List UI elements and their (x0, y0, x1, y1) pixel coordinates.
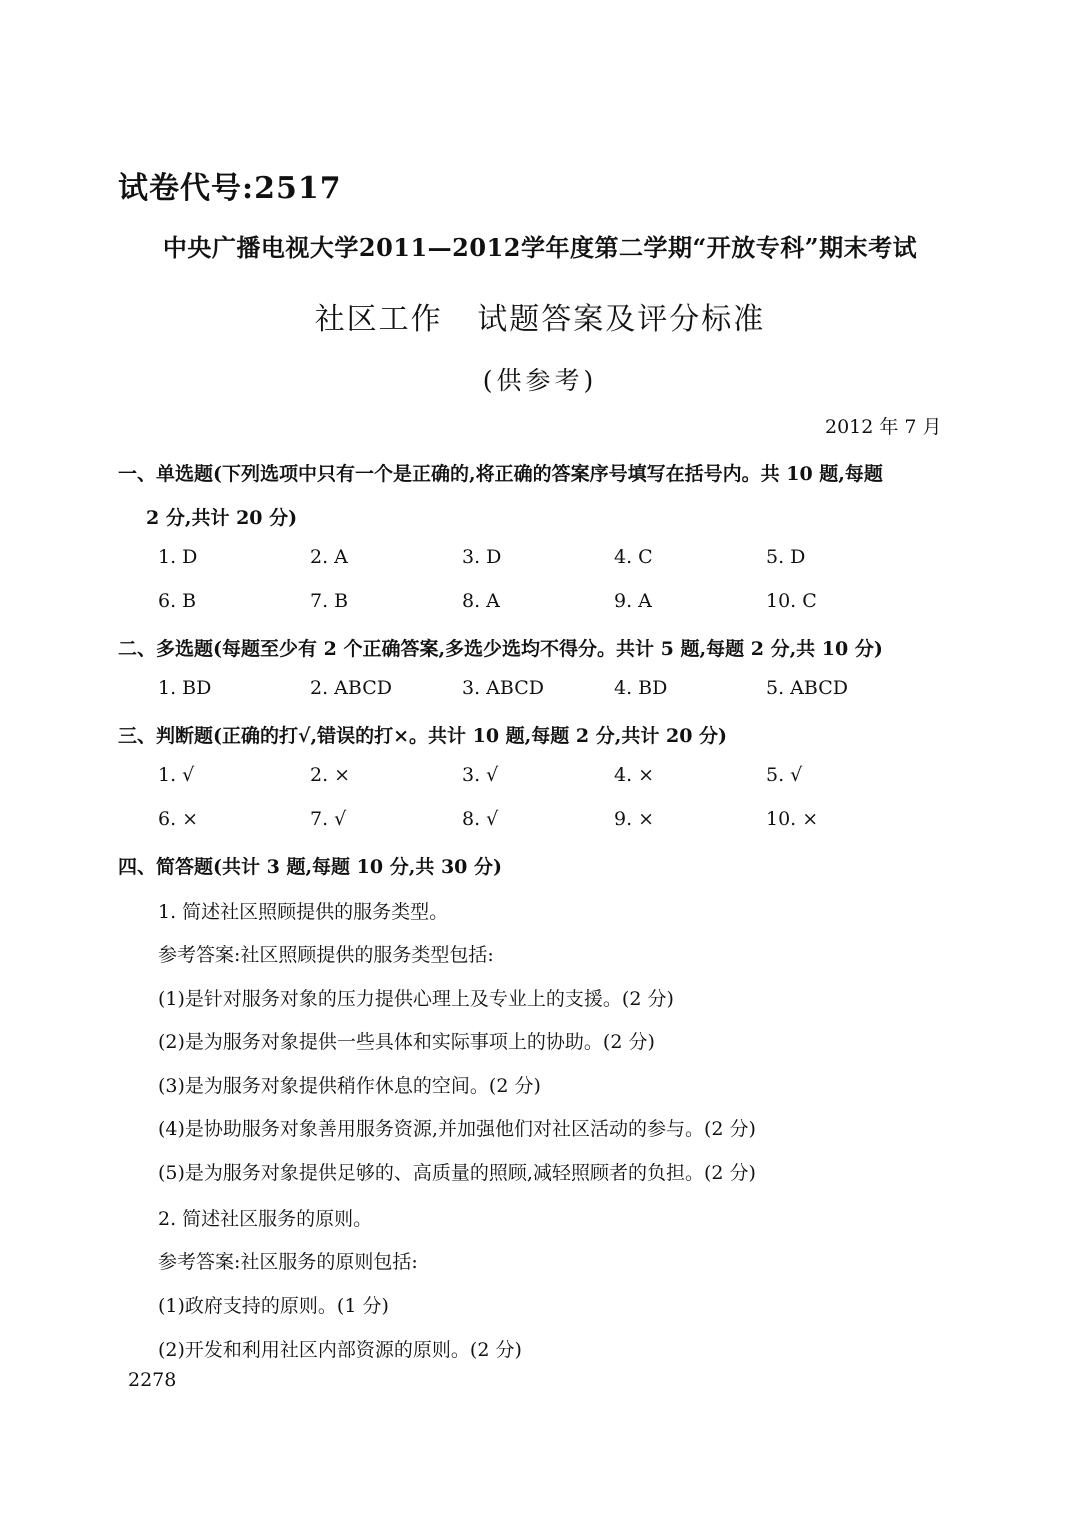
answer-row (158, 764, 918, 786)
answer-point: (1)是针对服务对象的压力提供心理上及专业上的支援。(2 分) (158, 988, 674, 1010)
question-text: 1. 简述社区照顾提供的服务类型。 (158, 901, 449, 923)
answer-item: 2. ABCD (310, 677, 392, 699)
answer-item: 4. BD (614, 677, 668, 699)
answer-item: 3. ABCD (462, 677, 544, 699)
section-heading-short-answer: 四、简答题(共计 3 题,每题 10 分,共 30 分) (118, 856, 502, 878)
answer-point: (2)是为服务对象提供一些具体和实际事项上的协助。(2 分) (158, 1031, 655, 1053)
answer-item: 9. × (614, 808, 655, 830)
answer-point: (1)政府支持的原则。(1 分) (158, 1295, 389, 1317)
section-heading-single-choice: 一、单选题(下列选项中只有一个是正确的,将正确的答案序号填写在括号内。共 10 题,每题 (118, 463, 883, 485)
answer-intro: 参考答案:社区服务的原则包括: (158, 1251, 418, 1273)
section-heading-multiple-choice: 二、多选题(每题至少有 2 个正确答案,多选少选均不得分。共计 5 题,每题 2 分,共 10 分) (118, 638, 883, 660)
answer-point: (5)是为服务对象提供足够的、高质量的照顾,减轻照顾者的负担。(2 分) (158, 1162, 756, 1184)
answer-item: 2. × (310, 764, 351, 786)
exam-title: 中央广播电视大学2011—2012学年度第二学期“开放专科”期末考试 (162, 233, 918, 262)
answer-item: 3. D (462, 546, 502, 568)
reference-note: (供参考) (482, 366, 598, 395)
answer-item: 1. √ (158, 764, 195, 786)
answer-row (158, 546, 918, 568)
exam-date: 2012 年 7 月 (825, 416, 942, 438)
answer-row (158, 590, 918, 612)
answer-item: 6. B (158, 590, 197, 612)
answer-point: (2)开发和利用社区内部资源的原则。(2 分) (158, 1339, 522, 1361)
answer-item: 6. × (158, 808, 199, 830)
page-number: 2278 (128, 1369, 177, 1391)
answer-item: 9. A (614, 590, 652, 612)
answer-item: 3. √ (462, 764, 499, 786)
paper-code: 试卷代号:2517 (118, 171, 342, 206)
answer-item: 7. B (310, 590, 349, 612)
answer-intro: 参考答案:社区照顾提供的服务类型包括: (158, 944, 494, 966)
answer-item: 8. A (462, 590, 500, 612)
answer-item: 5. D (766, 546, 806, 568)
answer-item: 2. A (310, 546, 348, 568)
answer-item: 4. × (614, 764, 655, 786)
answer-item: 4. C (614, 546, 653, 568)
answer-point: (3)是为服务对象提供稍作休息的空间。(2 分) (158, 1075, 541, 1097)
answer-item: 10. C (766, 590, 817, 612)
section-heading-true-false: 三、判断题(正确的打√,错误的打×。共计 10 题,每题 2 分,共计 20 分) (118, 725, 728, 747)
subject-title: 社区工作 试题答案及评分标准 (314, 302, 766, 337)
answer-item: 8. √ (462, 808, 499, 830)
answer-item: 5. ABCD (766, 677, 848, 699)
answer-item: 5. √ (766, 764, 803, 786)
answer-item: 7. √ (310, 808, 347, 830)
answer-point: (4)是协助服务对象善用服务资源,并加强他们对社区活动的参与。(2 分) (158, 1118, 756, 1140)
answer-row (158, 677, 918, 699)
answer-item: 1. D (158, 546, 198, 568)
answer-item: 1. BD (158, 677, 212, 699)
answer-row (158, 808, 918, 830)
question-text: 2. 简述社区服务的原则。 (158, 1208, 373, 1230)
answer-item: 10. × (766, 808, 819, 830)
section-heading-single-choice-cont: 2 分,共计 20 分) (146, 507, 298, 529)
